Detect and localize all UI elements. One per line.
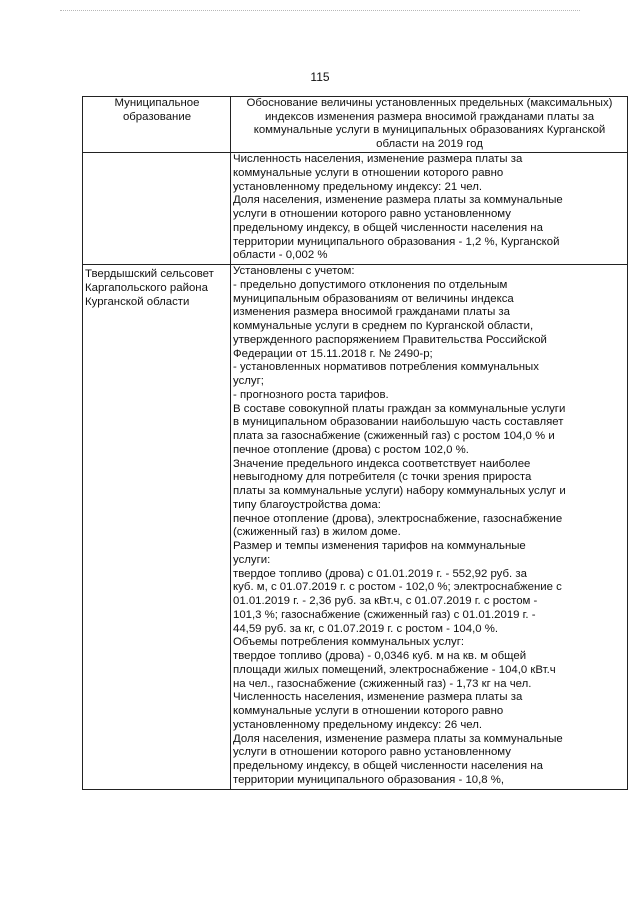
text-line: площади жилых помещений, электроснабжение - 104,0 кВт.ч (233, 663, 556, 676)
text-line: Численность населения, изменение размера платы за (233, 153, 523, 165)
text-line: предельному индексу, в общей численности населения на (233, 221, 543, 234)
text-line: Доля населения, изменение размера платы за коммунальные (233, 194, 563, 207)
text-line: установленному предельному индексу: 21 чел. (233, 180, 483, 193)
text-line: Размер и темпы изменения тарифов на коммунальные (233, 540, 526, 552)
text-line: Твердышский сельсовет (85, 268, 214, 280)
text-line: коммунальные услуги в среднем по Курганской области, (233, 320, 534, 332)
text-line: коммунальные услуги в отношении которого равно (233, 166, 504, 179)
text-line: Курганской области (85, 296, 190, 308)
text-line: в муниципальном образовании наибольшую часть составляет (233, 416, 564, 429)
text-line: 44,59 руб. за кг, с 01.07.2019 г. с ростом - 104,0 %. (233, 622, 499, 635)
text-line: области - 0,002 % (233, 249, 328, 262)
text-line: Федерации от 15.11.2018 г. № 2490-р; (233, 347, 433, 360)
text-line: утвержденного распоряжением Правительства Российской (233, 333, 547, 346)
text-line: коммунальные услуги в отношении которого равно (233, 705, 504, 717)
text-line: - установленных нормативов потребления коммунальных (233, 361, 539, 374)
text-line: на чел., газоснабжение (сжиженный газ) - 1,73 кг на чел. (233, 677, 532, 690)
text-line: твердое топливо (дрова) - 0,0346 куб. м на кв. м общей (233, 650, 527, 662)
text-line: муниципальным образованиям от величины индекса (233, 292, 514, 305)
text-line: Каргапольского района (85, 282, 208, 294)
header-justification: Обоснование величины установленных предельных (максимальных) индексов изменения размера вносимой гражданами платы за коммунальные услуги в муниципальных образованиях Курганской области на 2019 год (231, 97, 628, 153)
text-line: изменения размера вносимой гражданами платы за (233, 306, 510, 319)
table-row (83, 265, 628, 790)
page-number: 115 (310, 70, 330, 84)
text-line: 01.01.2019 г. - 2,36 руб. за кВт.ч, с 01.07.2019 г. с ростом - (233, 595, 538, 607)
text-line: невыгодному для потребителя (с точки зрения прироста (233, 471, 532, 484)
text-line: услуги в отношении которого равно установленному (233, 208, 511, 220)
text-line: Значение предельного индекса соответствует наиболее (233, 457, 531, 470)
text-line: Доля населения, изменение размера платы за коммунальные (233, 732, 563, 745)
text-line: - предельно допустимого отклонения по отдельным (233, 278, 508, 291)
text-line: печное отопление (дрова) с ростом 102,0 %. (233, 443, 469, 456)
text-line: Численность населения, изменение размера платы за (233, 691, 523, 704)
text-line: куб. м, с 01.07.2019 г. с ростом - 102,0 %; электроснабжение с (233, 581, 562, 594)
text-line: твердое топливо (дрова) с 01.01.2019 г. - 552,92 руб. за (233, 567, 527, 580)
text-line: - прогнозного роста тарифов. (233, 388, 389, 401)
text-line: (сжиженный газ) в жилом доме. (233, 526, 401, 539)
header-municipality: Муниципальное образование (83, 97, 231, 153)
row2-municipality (83, 265, 231, 790)
text-line: В составе совокупной платы граждан за коммунальные услуги (233, 402, 566, 415)
text-line: типу благоустройства дома: (233, 498, 381, 511)
text-line: Объемы потребления коммунальных услуг: (233, 636, 465, 649)
text-line: услуги: (233, 553, 271, 566)
text-line: плата за газоснабжение (сжиженный газ) с ростом 104,0 % и (233, 430, 555, 442)
text-line: территории муниципального образования - 10,8 %, (233, 773, 505, 786)
text-line: Установлены с учетом: (233, 265, 355, 277)
row1-justification (231, 153, 628, 265)
text-line: платы за коммунальные услуги) набору коммунальных услуг и (233, 485, 566, 497)
row2-justification (231, 265, 628, 790)
scan-artifact-line (60, 10, 580, 11)
text-line: 101,3 %; газоснабжение (сжиженный газ) с 01.01.2019 г. - (233, 608, 536, 621)
table-row (83, 153, 628, 265)
text-line: предельному индексу, в общей численности населения на (233, 760, 543, 772)
tariff-justification-table (82, 96, 628, 790)
text-line: территории муниципального образования - 1,2 %, Курганской (233, 235, 560, 248)
text-line: услуги в отношении которого равно установленному (233, 746, 511, 759)
text-line: установленному предельному индексу: 26 чел. (233, 718, 483, 731)
table-header-row (83, 97, 628, 153)
text-line: печное отопление (дрова), электроснабжение, газоснабжение (233, 512, 563, 525)
row1-municipality (83, 153, 231, 265)
text-line: услуг; (233, 375, 264, 387)
